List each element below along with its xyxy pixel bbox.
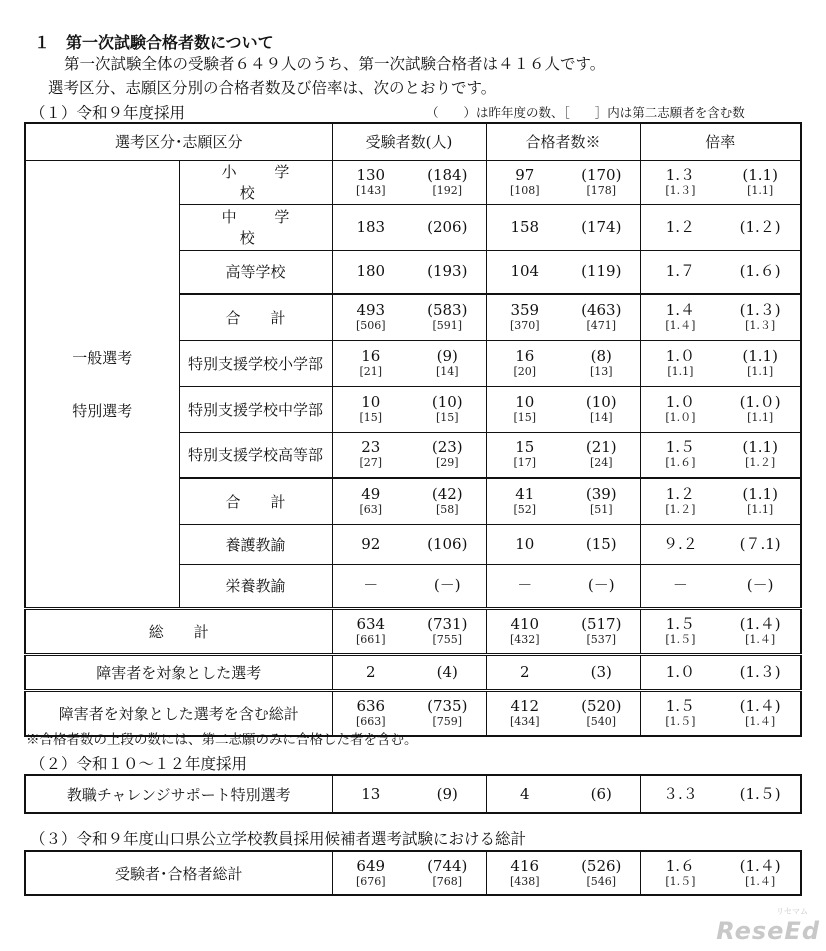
- value-cell: [486, 775, 640, 813]
- value-cell: [640, 250, 801, 294]
- row-label: 特別支援学校小学部: [179, 340, 332, 386]
- value-second-choice: [15]: [359, 410, 383, 424]
- value-main: 1.０: [665, 392, 696, 411]
- value-cell: [332, 478, 486, 524]
- value-second-choice-prev: [14]: [589, 410, 613, 424]
- value-prev-year: (3): [590, 662, 612, 681]
- value-second-choice: [438]: [509, 874, 540, 888]
- value-cell: [486, 478, 640, 524]
- value-prev-year: (119): [581, 262, 622, 281]
- header-category: 選考区分･志願区分: [25, 123, 332, 160]
- value-prev-year: (463): [581, 300, 622, 319]
- value-cell: [486, 524, 640, 564]
- summary-row: [25, 851, 801, 895]
- value-cell: [640, 690, 801, 736]
- value-second-choice-prev: [591]: [432, 318, 463, 332]
- value-cell: [332, 386, 486, 432]
- value-cell: [640, 160, 801, 204]
- value-prev-year: (184): [427, 165, 468, 184]
- value-main: 1.５: [665, 614, 696, 633]
- row-label: 障害者を対象とした選考: [25, 654, 332, 690]
- value-second-choice-prev: [1.1]: [747, 502, 774, 516]
- value-second-choice: [17]: [513, 456, 537, 470]
- value-cell: [486, 386, 640, 432]
- sec3-table: [24, 850, 802, 896]
- value-cell: [332, 851, 486, 895]
- value-cell: [332, 775, 486, 813]
- row-label: 養護教諭: [179, 524, 332, 564]
- value-second-choice-prev: [51]: [589, 502, 613, 516]
- value-cell: [486, 608, 640, 654]
- value-second-choice-prev: [1.1]: [747, 364, 774, 378]
- value-prev-year: (1.1): [742, 484, 778, 503]
- value-second-choice-prev: [768]: [432, 874, 463, 888]
- value-main: 1.３: [665, 165, 696, 184]
- value-second-choice: [1.５]: [665, 714, 696, 728]
- value-prev-year: (－): [746, 576, 774, 594]
- value-second-choice-prev: [24]: [589, 456, 613, 470]
- table-header-row: [25, 123, 801, 160]
- value-main: 97: [515, 165, 535, 184]
- value-prev-year: (193): [427, 262, 468, 281]
- value-cell: [486, 432, 640, 478]
- value-cell: [486, 160, 640, 204]
- watermark-logo: ReseEd: [716, 917, 820, 945]
- value-second-choice: [108]: [509, 183, 540, 197]
- value-prev-year: (170): [581, 165, 622, 184]
- value-second-choice-prev: [192]: [432, 183, 463, 197]
- value-main: －: [672, 576, 688, 594]
- value-prev-year: (1.０): [739, 392, 781, 411]
- value-prev-year: (106): [427, 534, 468, 553]
- value-prev-year: (744): [427, 856, 468, 875]
- row-label: 特別支援学校高等部: [179, 432, 332, 478]
- value-cell: [640, 386, 801, 432]
- value-cell: [332, 564, 486, 608]
- value-prev-year: (1.３): [739, 300, 781, 319]
- value-main: 2: [519, 662, 530, 681]
- footnote: ※合格者数の上段の数には、第二志願のみに合格した者を含む。: [26, 732, 418, 748]
- value-prev-year: (1.４): [739, 856, 781, 875]
- value-cell: [640, 524, 801, 564]
- section-heading: １ 第一次試験合格者数について: [34, 33, 274, 52]
- value-main: 634: [356, 614, 386, 633]
- value-prev-year: (７.1): [739, 534, 781, 553]
- value-main: 412: [510, 696, 540, 715]
- value-main: 4: [519, 784, 530, 803]
- value-prev-year: (520): [581, 696, 622, 715]
- row-label: 受験者･合格者総計: [25, 851, 332, 895]
- value-second-choice-prev: [540]: [586, 714, 617, 728]
- row-label: 障害者を対象とした選考を含む総計: [25, 690, 332, 736]
- value-cell: [486, 204, 640, 250]
- value-prev-year: (21): [585, 438, 617, 457]
- value-prev-year: (1.６): [739, 262, 781, 281]
- value-main: 1.０: [665, 346, 696, 365]
- value-main: 10: [361, 392, 381, 411]
- value-second-choice: [1.６]: [665, 456, 696, 470]
- value-main: ９.２: [663, 534, 698, 553]
- value-prev-year: (526): [581, 856, 622, 875]
- value-second-choice: [1.０]: [665, 410, 696, 424]
- watermark-sub: リセマム: [776, 907, 808, 916]
- sec1-title: （１）令和９年度採用: [30, 104, 186, 122]
- value-second-choice: [27]: [359, 456, 383, 470]
- value-main: 649: [356, 856, 386, 875]
- group-label-general: 一般選考: [72, 348, 133, 367]
- sec2-table: [24, 774, 802, 814]
- value-cell: [640, 340, 801, 386]
- value-second-choice-prev: [755]: [432, 632, 463, 646]
- value-second-choice: [370]: [509, 318, 540, 332]
- value-second-choice: [1.1]: [667, 364, 694, 378]
- summary-row: [25, 775, 801, 813]
- value-main: 1.５: [665, 696, 696, 715]
- value-prev-year: (1.1): [742, 438, 778, 457]
- value-second-choice: [1.５]: [665, 632, 696, 646]
- summary-row: [25, 608, 801, 654]
- value-main: －: [517, 576, 533, 594]
- header-applicants: 受験者数(人): [332, 123, 486, 160]
- value-second-choice-prev: [29]: [435, 456, 459, 470]
- value-main: 16: [361, 346, 381, 365]
- value-main: 41: [515, 484, 535, 503]
- value-main: 1.４: [665, 300, 696, 319]
- sec2-title: （２）令和１０～１２年度採用: [30, 755, 248, 773]
- value-main: 1.２: [665, 217, 696, 236]
- value-cell: [332, 294, 486, 340]
- header-passers: 合格者数※: [486, 123, 640, 160]
- intro-line-2: 選考区分、志願区分別の合格者数及び倍率は、次のとおりです。: [48, 79, 497, 97]
- value-cell: [332, 654, 486, 690]
- value-prev-year: (39): [585, 484, 617, 503]
- value-second-choice: [1.４]: [665, 318, 696, 332]
- row-label: 高等学校: [179, 250, 332, 294]
- value-cell: [640, 432, 801, 478]
- value-second-choice: [506]: [355, 318, 386, 332]
- value-second-choice-prev: [58]: [435, 502, 459, 516]
- table-row: [25, 160, 801, 204]
- value-main: 180: [356, 262, 386, 281]
- value-prev-year: (735): [427, 696, 468, 715]
- value-cell: [640, 204, 801, 250]
- row-label: 合 計: [179, 294, 332, 340]
- value-second-choice: [143]: [355, 183, 386, 197]
- value-cell: [486, 690, 640, 736]
- value-prev-year: (42): [431, 484, 463, 503]
- value-main: 1.７: [665, 262, 696, 281]
- value-cell: [640, 478, 801, 524]
- value-prev-year: (1.４): [739, 614, 781, 633]
- value-second-choice: [663]: [355, 714, 386, 728]
- row-label: 特別支援学校中学部: [179, 386, 332, 432]
- value-main: 16: [515, 346, 535, 365]
- value-prev-year: (1.1): [742, 165, 778, 184]
- value-second-choice-prev: [1.1]: [747, 183, 774, 197]
- value-main: 1.０: [665, 662, 696, 681]
- value-second-choice-prev: [537]: [586, 632, 617, 646]
- value-cell: [332, 160, 486, 204]
- value-prev-year: (－): [433, 576, 461, 594]
- value-cell: [332, 524, 486, 564]
- intro-line-1: 第一次試験全体の受験者６４９人のうち、第一次試験合格者は４１６人です。: [64, 55, 606, 73]
- group-label-cell: [25, 160, 179, 608]
- value-second-choice: [1.５]: [665, 874, 696, 888]
- row-label: 総 計: [25, 608, 332, 654]
- value-second-choice: [676]: [355, 874, 386, 888]
- value-second-choice: [1.２]: [665, 502, 696, 516]
- value-main: 10: [515, 392, 535, 411]
- value-main: 15: [515, 438, 535, 457]
- value-prev-year: (731): [427, 614, 468, 633]
- value-cell: [486, 250, 640, 294]
- value-main: 410: [510, 614, 540, 633]
- value-prev-year: (23): [431, 438, 463, 457]
- value-prev-year: (1.３): [739, 662, 781, 681]
- value-prev-year: (10): [431, 392, 463, 411]
- value-second-choice: [21]: [359, 364, 383, 378]
- value-prev-year: (10): [585, 392, 617, 411]
- value-prev-year: (－): [587, 576, 615, 594]
- header-ratio: 倍率: [640, 123, 801, 160]
- row-label: 栄養教諭: [179, 564, 332, 608]
- value-cell: [332, 250, 486, 294]
- value-main: 183: [356, 217, 386, 236]
- value-second-choice: [1.３]: [665, 183, 696, 197]
- value-cell: [486, 340, 640, 386]
- value-second-choice-prev: [1.1]: [747, 410, 774, 424]
- value-cell: [332, 432, 486, 478]
- value-cell: [640, 294, 801, 340]
- value-cell: [486, 654, 640, 690]
- value-cell: [640, 775, 801, 813]
- value-second-choice-prev: [1.４]: [745, 632, 776, 646]
- value-prev-year: (15): [585, 534, 617, 553]
- value-second-choice: [20]: [513, 364, 537, 378]
- value-prev-year: (1.1): [742, 346, 778, 365]
- value-prev-year: (174): [581, 217, 622, 236]
- value-prev-year: (1.４): [739, 696, 781, 715]
- value-cell: [332, 608, 486, 654]
- value-prev-year: (6): [590, 784, 612, 803]
- value-main: 49: [361, 484, 381, 503]
- sec1-legend: （ ）は昨年度の数、［ ］内は第二志願者を含む数: [426, 105, 745, 120]
- value-second-choice: [661]: [355, 632, 386, 646]
- value-prev-year: (517): [581, 614, 622, 633]
- value-second-choice-prev: [1.２]: [745, 456, 776, 470]
- group-label-special: 特別選考: [72, 401, 133, 420]
- value-cell: [640, 564, 801, 608]
- value-cell: [486, 564, 640, 608]
- value-prev-year: (583): [427, 300, 468, 319]
- value-main: 636: [356, 696, 386, 715]
- value-cell: [640, 654, 801, 690]
- row-label: 中 学 校: [179, 204, 332, 250]
- value-main: 23: [361, 438, 381, 457]
- value-cell: [486, 851, 640, 895]
- value-prev-year: (9): [436, 346, 458, 365]
- value-main: 10: [515, 534, 535, 553]
- sec3-title: （３）令和９年度山口県公立学校教員採用候補者選考試験における総計: [30, 830, 527, 848]
- value-main: 1.５: [665, 438, 696, 457]
- value-main: 130: [356, 165, 386, 184]
- value-main: 416: [510, 856, 540, 875]
- value-second-choice: [63]: [359, 502, 383, 516]
- value-main: －: [363, 576, 379, 594]
- value-prev-year: (1.５): [739, 784, 781, 803]
- row-label: 小 学 校: [179, 160, 332, 204]
- value-prev-year: (9): [436, 784, 458, 803]
- value-prev-year: (206): [427, 217, 468, 236]
- value-second-choice-prev: [1.４]: [745, 874, 776, 888]
- value-main: 13: [361, 784, 381, 803]
- value-second-choice-prev: [14]: [435, 364, 459, 378]
- value-main: 1.２: [665, 484, 696, 503]
- value-prev-year: (4): [436, 662, 458, 681]
- summary-row: [25, 654, 801, 690]
- value-second-choice: [434]: [509, 714, 540, 728]
- value-cell: [332, 340, 486, 386]
- value-second-choice-prev: [1.４]: [745, 714, 776, 728]
- value-main: 104: [510, 262, 540, 281]
- value-second-choice-prev: [1.３]: [745, 318, 776, 332]
- value-second-choice-prev: [471]: [586, 318, 617, 332]
- value-second-choice-prev: [13]: [589, 364, 613, 378]
- value-second-choice-prev: [546]: [586, 874, 617, 888]
- value-second-choice-prev: [15]: [435, 410, 459, 424]
- value-second-choice: [432]: [509, 632, 540, 646]
- value-main: 493: [356, 300, 386, 319]
- value-prev-year: (1.２): [739, 217, 781, 236]
- value-second-choice: [15]: [513, 410, 537, 424]
- value-cell: [332, 204, 486, 250]
- value-main: 1.６: [665, 856, 696, 875]
- value-main: 92: [361, 534, 381, 553]
- value-main: 359: [510, 300, 540, 319]
- value-second-choice-prev: [759]: [432, 714, 463, 728]
- value-cell: [640, 851, 801, 895]
- row-label: 合 計: [179, 478, 332, 524]
- value-second-choice: [52]: [513, 502, 537, 516]
- row-label: 教職チャレンジサポート特別選考: [25, 775, 332, 813]
- value-second-choice-prev: [178]: [586, 183, 617, 197]
- value-main: ３.３: [662, 784, 698, 803]
- value-main: 158: [510, 217, 540, 236]
- value-main: 2: [365, 662, 376, 681]
- value-cell: [486, 294, 640, 340]
- main-table: [24, 122, 802, 737]
- value-cell: [640, 608, 801, 654]
- value-prev-year: (8): [590, 346, 612, 365]
